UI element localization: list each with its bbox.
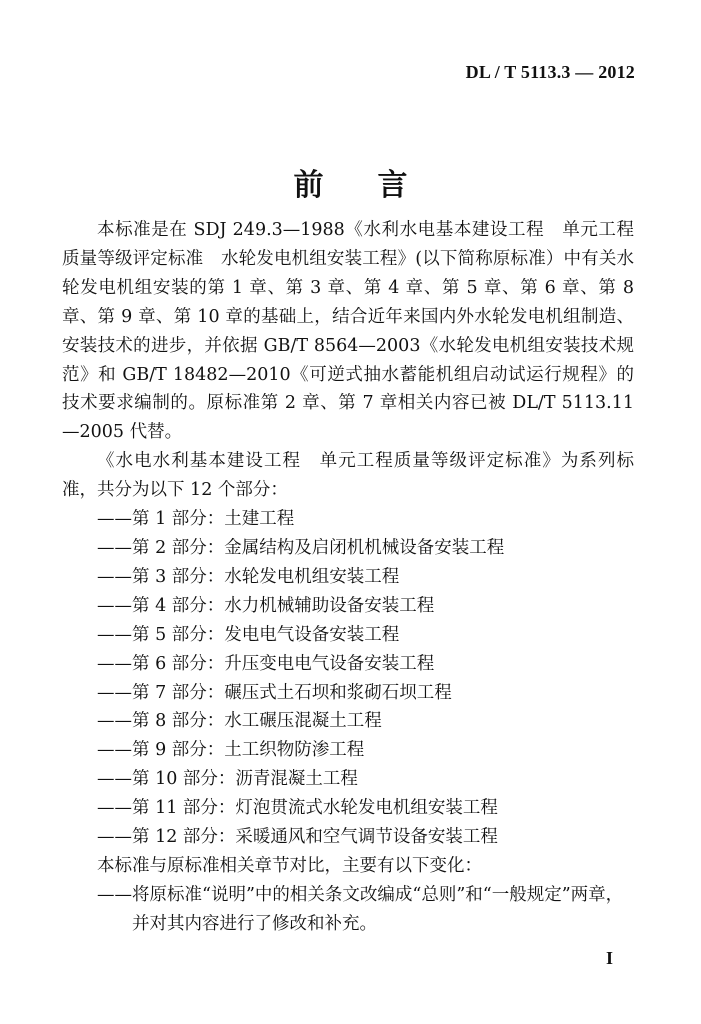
list-item: ——第 6 部分：升压变电电气设备安装工程 — [97, 653, 435, 674]
list-item: ——第 4 部分：水力机械辅助设备安装工程 — [97, 595, 435, 616]
list-item: ——第 5 部分：发电电气设备安装工程 — [97, 624, 400, 645]
parts-list — [62, 505, 634, 852]
list-item: ——第 12 部分：采暖通风和空气调节设备安装工程 — [97, 827, 498, 848]
standard-number: DL / T 5113.3 — 2012 — [465, 62, 635, 82]
change-item: ——将原标准“说明”中的相关条文改编成“总则”和“一般规定”两章，并对其内容进行了修改和补充。 — [97, 884, 624, 934]
list-item: ——第 7 部分：碾压式土石坝和浆砌石坝工程 — [97, 682, 452, 703]
list-item: ——第 8 部分：水工碾压混凝土工程 — [97, 711, 382, 732]
list-item: ——第 3 部分：水轮发电机组安装工程 — [97, 566, 400, 587]
foreword-body — [62, 216, 634, 939]
list-item: ——第 10 部分：沥青混凝土工程 — [97, 769, 358, 790]
intro-paragraph: 本标准是在 SDJ 249.3—1988《水利水电基本建设工程 单元工程质量等级评定标准 水轮发电机组安装工程》(以下简称原标准）中有关水轮发电机组安装的第 1 章、第 3 章、第 4 章、第 5 章、第 6 章、第 8 章、第 9 章、第 10 章的基础上，结合近年来国内外水轮发电机组制造、安装技术的进步，并依据 GB/T 8564—2003《水轮发电机组安装技术规范》和 GB/T 18482—2010《可逆式抽水蓄能机组启动试运行规程》的技术要求编制的。原标准第 2 章、第 7 章相关内容已被 DL/T 5113.11—2005 代替。 — [62, 220, 634, 443]
page-number: I — [605, 948, 613, 968]
list-item: ——第 2 部分：金属结构及启闭机机械设备安装工程 — [97, 537, 505, 558]
list-item: ——第 9 部分：土工织物防渗工程 — [97, 740, 365, 761]
list-item: ——第 1 部分：土建工程 — [97, 509, 295, 530]
changes-intro-paragraph: 本标准与原标准相关章节对比，主要有以下变化： — [97, 855, 482, 876]
list-item: ——第 11 部分：灯泡贯流式水轮发电机组安装工程 — [97, 798, 498, 819]
page-title: 前言 — [293, 168, 462, 204]
series-paragraph: 《水电水利基本建设工程 单元工程质量等级评定标准》为系列标准，共分为以下 12 个部分： — [62, 451, 634, 501]
